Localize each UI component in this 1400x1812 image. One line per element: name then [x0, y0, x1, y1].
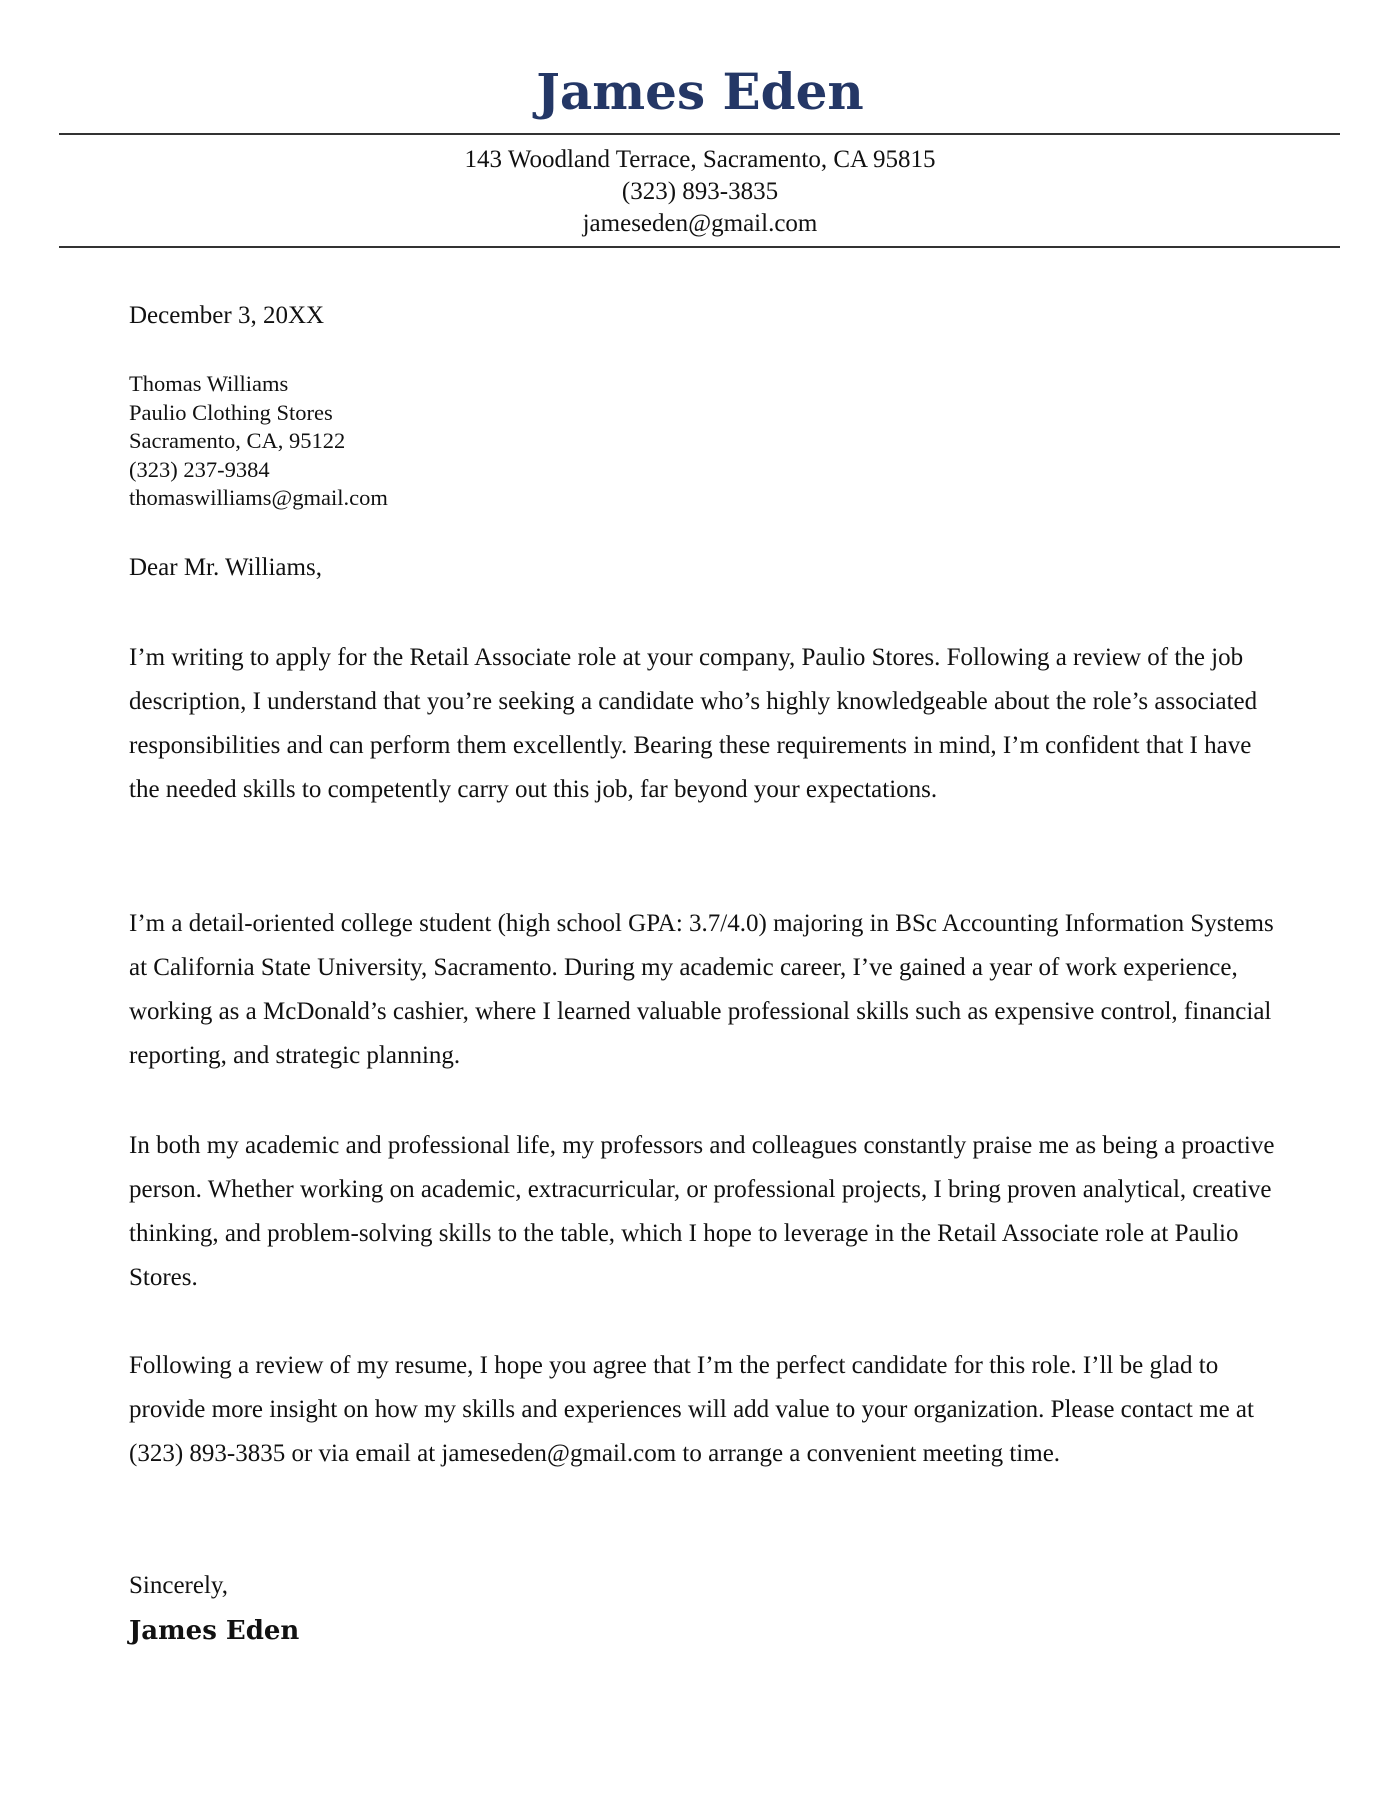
signature-name: James Eden	[129, 1616, 300, 1646]
closing: Sincerely,	[129, 1572, 229, 1599]
header-bottom-divider	[59, 246, 1340, 248]
body-paragraph-3: In both my academic and professional life, my professors and colleagues constantly praise me as being a proactive person. Whether working on academic, extracurricular, or professional projects, I bring proven analytical, creative thinking, and problem-solving skills to the table, which I hope to leverage in the Retail Associate role at Paulio Stores.	[129, 1132, 1275, 1291]
contact-phone: (323) 893-3835	[621, 178, 779, 205]
applicant-name-heading: James Eden	[536, 62, 864, 121]
salutation: Dear Mr. Williams,	[129, 554, 322, 581]
recipient-company: Paulio Clothing Stores	[129, 399, 333, 425]
recipient-block	[129, 370, 388, 513]
header-top-divider	[59, 133, 1340, 135]
recipient-email: thomaswilliams@gmail.com	[129, 485, 388, 511]
body-paragraph-1: I’m writing to apply for the Retail Associate role at your company, Paulio Stores. Following a review of the job description, I understand that you’re seeking a candidate who’s highly knowledgeable about the role’s associated responsibilities and can perform them excellently. Bearing these requirements in mind, I’m confident that I have the needed skills to competently carry out this job, far beyond your expectations.	[129, 644, 1258, 803]
contact-block	[0, 144, 1400, 240]
body-paragraph-2: I’m a detail-oriented college student (high school GPA: 3.7/4.0) majoring in BSc Accounting Information Systems at California State University, Sacramento. During my academic career, I’ve gained a year of work experience, working as a McDonald’s cashier, where I learned valuable professional skills such as expensive control, financial reporting, and strategic planning.	[129, 910, 1274, 1069]
recipient-name: Thomas Williams	[129, 371, 289, 396]
recipient-phone: (323) 237-9384	[129, 456, 270, 482]
recipient-city: Sacramento, CA, 95122	[129, 428, 346, 454]
contact-email: jameseden@gmail.com	[582, 210, 818, 237]
contact-address: 143 Woodland Terrace, Sacramento, CA 95815	[464, 146, 936, 173]
letter-date: December 3, 20XX	[129, 302, 325, 329]
body-paragraph-4: Following a review of my resume, I hope you agree that I’m the perfect candidate for this role. I’ll be glad to provide more insight on how my skills and experiences will add value to your organization. Please contact me at (323) 893-3835 or via email at jameseden@gmail.com to arrange a convenient meeting time.	[129, 1352, 1254, 1467]
